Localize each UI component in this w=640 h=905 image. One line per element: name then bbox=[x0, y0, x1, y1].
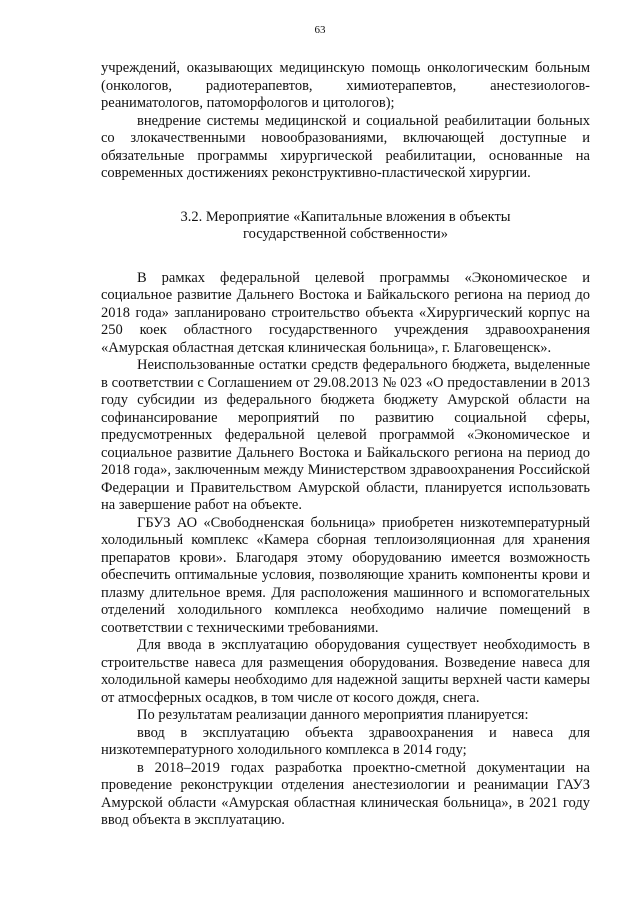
page-number: 63 bbox=[314, 24, 326, 36]
paragraph: Неиспользованные остатки средств федерального бюджета, выделенные в соответствии с Соглашением от 29.08.2013 № 023 «О предоставлении в 2013 году субсидии из федерального бюджета бюджету Амурской области на софинансирование мероприятий по развитию социальной сферы, предусмотренных федеральной целевой программой «Экономическое и социальное развитие Дальнего Востока и Байкальского региона на период до 2018 года», заключенным между Министерством здравоохранения Российской Федерации и Правительством Амурской области, планируется использовать на завершение работ на объекте. bbox=[101, 357, 590, 513]
section-heading bbox=[101, 209, 590, 244]
list-item: в 2018–2019 годах разработка проектно-сметной документации на проведение реконструкции отделения анестезиологии и реанимации ГАУЗ Амурской области «Амурская областная клиническая больница», в 2021 году ввод объекта в эксплуатацию. bbox=[101, 759, 590, 828]
paragraph: Для ввода в эксплуатацию оборудования существует необходимость в строительстве навеса для размещения оборудования. Возведение навеса для холодильной камеры необходимо для надежной защиты верхней части камеры от атмосферных осадков, в том числе от косого дождя, снега. bbox=[101, 637, 590, 706]
paragraph: По результатам реализации данного мероприятия планируется: bbox=[137, 707, 529, 723]
paragraph: ГБУЗ АО «Свободненская больница» приобретен низкотемпературный холодильный комплекс «Камера сборная теплоизоляционная для хранения препаратов крови». Благодаря этому оборудованию имеется возможность обеспечить оптимальные условия, позволяющие хранить компоненты крови и плазму длительное время. Для расположения машинного и вспомогательных отделений холодильного комплекса необходимо наличие помещений в соответствии с техническими требованиями. bbox=[101, 514, 590, 636]
paragraph: учреждений, оказывающих медицинскую помощь онкологическим больным (онкологов, радиотерапевтов, химиотерапевтов, анестезиологов-реаниматологов, патоморфологов и цитологов); bbox=[101, 60, 590, 111]
document-body bbox=[101, 60, 590, 830]
section-heading-line: 3.2. Мероприятие «Капитальные вложения в объекты bbox=[180, 208, 511, 225]
paragraph: внедрение системы медицинской и социальной реабилитации больных со злокачественными новообразованиями, включающей доступные и обязательные программы хирургической реабилитации, основанные на современных достижениях реконструктивно-пластической хирургии. bbox=[101, 112, 590, 181]
section-heading-line: государственной собственности» bbox=[243, 226, 448, 242]
paragraph: В рамках федеральной целевой программы «Экономическое и социальное развитие Дальнего Востока и Байкальского региона на период до 2018 года» запланировано строительство объекта «Хирургический корпус на 250 коек областного государственного учреждения здравоохранения «Амурская областная детская клиническая больница», г. Благовещенск». bbox=[101, 269, 590, 356]
list-item: ввод в эксплуатацию объекта здравоохранения и навеса для низкотемпературного холодильного комплекса в 2014 году; bbox=[101, 724, 590, 758]
